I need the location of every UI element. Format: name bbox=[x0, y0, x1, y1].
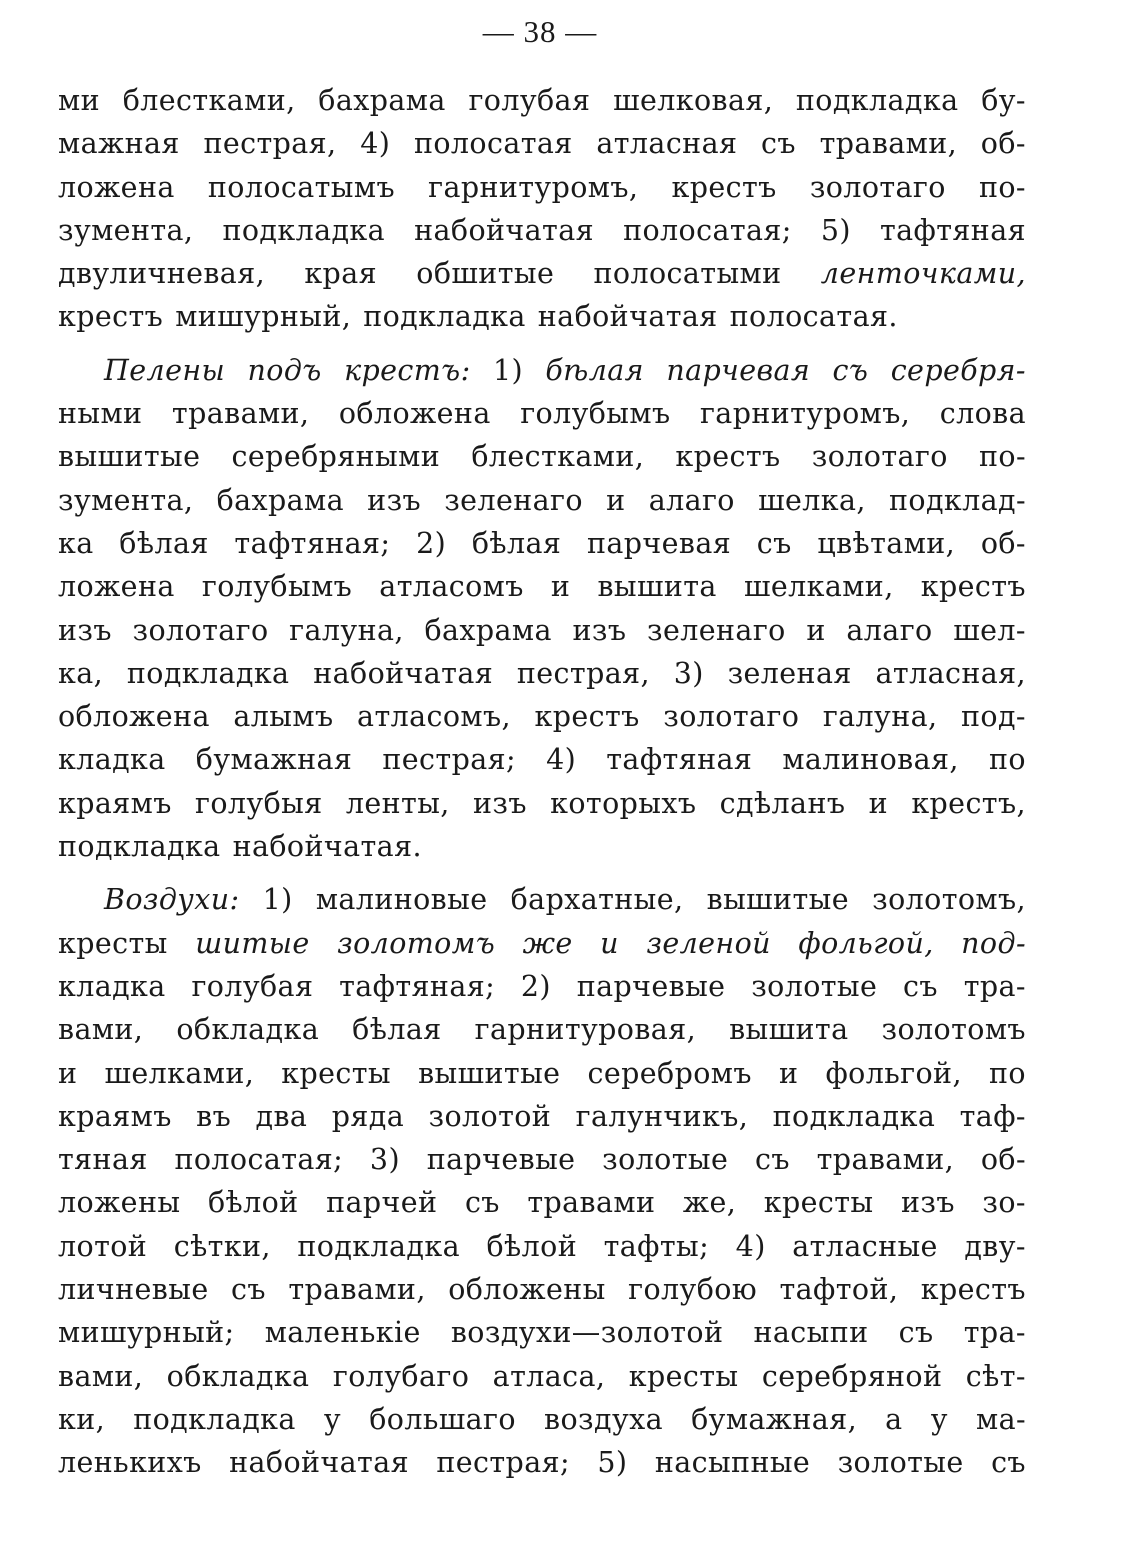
word: изъ bbox=[58, 613, 112, 647]
word: голубымъ bbox=[201, 570, 353, 604]
word: бѣлой bbox=[207, 1186, 299, 1220]
word: мишурный, bbox=[175, 300, 352, 334]
text-line bbox=[58, 1398, 1026, 1441]
word: галуна, bbox=[289, 613, 404, 647]
word: 1) bbox=[262, 883, 293, 917]
text-line bbox=[58, 565, 1026, 608]
word: маленькіе bbox=[264, 1316, 421, 1350]
word: пестрая, bbox=[516, 656, 650, 690]
word: золотой bbox=[428, 1099, 552, 1133]
word: набойчатая bbox=[229, 1446, 409, 1480]
word: 4) bbox=[546, 743, 577, 777]
word: зеленаго bbox=[647, 613, 786, 647]
word: два bbox=[255, 1099, 308, 1133]
paragraph-gap bbox=[58, 339, 1026, 349]
word: золотаго bbox=[663, 700, 800, 734]
word: вышитые bbox=[58, 440, 201, 474]
word: крестъ bbox=[58, 300, 164, 334]
word: голубымъ bbox=[520, 397, 671, 431]
word: набойчатая. bbox=[232, 830, 422, 864]
word: крестъ, bbox=[911, 786, 1026, 820]
word: золотаго bbox=[132, 613, 269, 647]
word: шелками, bbox=[104, 1056, 255, 1090]
word: въ bbox=[196, 1099, 232, 1133]
word: фольгой, bbox=[825, 1056, 962, 1090]
word: же bbox=[522, 926, 573, 960]
word: 4) bbox=[360, 127, 391, 161]
word: тафтяная; bbox=[234, 526, 391, 560]
word: подклад- bbox=[888, 483, 1026, 517]
word: подкладка bbox=[297, 1229, 460, 1263]
word: обложены bbox=[448, 1273, 606, 1307]
word: атласная, bbox=[875, 656, 1026, 690]
word: цвѣтами, bbox=[817, 526, 956, 560]
word: золотые bbox=[837, 1446, 964, 1480]
word: съ bbox=[756, 526, 792, 560]
word: Воздухи: bbox=[104, 883, 240, 917]
word: фольгой, bbox=[798, 926, 934, 960]
word: 5) bbox=[597, 1446, 628, 1480]
paragraph bbox=[58, 878, 1026, 1484]
word: блестками, bbox=[122, 84, 296, 117]
word: атласомъ bbox=[379, 570, 524, 604]
word: голубая bbox=[468, 84, 591, 117]
word: пестрая; bbox=[382, 743, 516, 777]
word: крестъ bbox=[671, 170, 777, 204]
text-line bbox=[58, 295, 1026, 338]
word: набойчатая bbox=[537, 300, 718, 334]
word: изъ bbox=[367, 483, 422, 517]
word: алаго bbox=[846, 613, 933, 647]
word: гарнитуромъ, bbox=[699, 397, 911, 431]
text-line bbox=[58, 695, 1026, 738]
word: зеленой bbox=[646, 926, 771, 960]
word: кладка bbox=[58, 969, 166, 1003]
word: обложена bbox=[338, 397, 491, 431]
word: 2) bbox=[416, 526, 447, 560]
word: бумажная bbox=[195, 743, 353, 777]
word: ложена bbox=[58, 170, 175, 204]
word: травами, bbox=[816, 1143, 955, 1177]
word: личневые bbox=[58, 1273, 209, 1307]
word: тафты; bbox=[603, 1229, 710, 1263]
word: пестрая, bbox=[203, 127, 337, 161]
word: золотомъ, bbox=[872, 883, 1026, 917]
text-line bbox=[58, 1052, 1026, 1095]
text-line bbox=[58, 209, 1026, 252]
word: пестрая; bbox=[436, 1446, 570, 1480]
word: изъ bbox=[901, 1186, 955, 1220]
word: голубыя bbox=[195, 786, 323, 820]
word: двуличневая, bbox=[58, 257, 266, 291]
word: бахрама bbox=[216, 483, 344, 517]
word: золотые bbox=[751, 969, 878, 1003]
word: голубая bbox=[191, 969, 314, 1003]
word: шелками, bbox=[743, 570, 894, 604]
word: зеленая bbox=[727, 656, 852, 690]
word: тафтой, bbox=[779, 1273, 899, 1307]
word: голубаго bbox=[332, 1359, 470, 1393]
word: крестъ bbox=[675, 440, 781, 474]
word: парчей bbox=[326, 1186, 438, 1220]
word: бархатные, bbox=[510, 883, 684, 917]
word: набойчатая bbox=[414, 213, 594, 247]
word: подкладка bbox=[133, 1402, 296, 1436]
word: насыпные bbox=[654, 1446, 811, 1480]
word: крестъ: bbox=[344, 353, 471, 387]
word: слова bbox=[939, 397, 1026, 431]
word: большаго bbox=[369, 1402, 516, 1436]
word: золотомъ bbox=[881, 1013, 1026, 1047]
word: и bbox=[550, 570, 571, 604]
word: ка, bbox=[58, 656, 104, 690]
word: бѣлой bbox=[486, 1229, 578, 1263]
word: и bbox=[606, 483, 626, 517]
word: ными bbox=[58, 397, 143, 431]
text-line bbox=[58, 252, 1026, 295]
word: 4) bbox=[735, 1229, 766, 1263]
word: сдѣланъ bbox=[719, 786, 846, 820]
word: шел- bbox=[953, 613, 1026, 647]
word: кресты bbox=[281, 1056, 391, 1090]
word: дву- bbox=[964, 1229, 1026, 1263]
paragraph bbox=[58, 349, 1026, 869]
word: атласные bbox=[792, 1229, 938, 1263]
text-line bbox=[58, 122, 1026, 165]
word: тафтяная bbox=[606, 743, 753, 777]
word: парчевая bbox=[586, 526, 732, 560]
word: обшитые bbox=[416, 257, 555, 291]
word: крестъ bbox=[920, 570, 1026, 604]
word: съ bbox=[991, 1446, 1026, 1480]
word: гарнитуромъ, bbox=[428, 170, 639, 204]
text-line bbox=[58, 1268, 1026, 1311]
word: которыхъ bbox=[550, 786, 697, 820]
text-line bbox=[58, 1355, 1026, 1398]
word: тафтяная; bbox=[339, 969, 496, 1003]
word: бумажная, bbox=[691, 1402, 858, 1436]
word: золотаго bbox=[809, 170, 946, 204]
word: атласомъ, bbox=[357, 700, 511, 734]
word: полосатая bbox=[413, 127, 573, 161]
word: зумента, bbox=[58, 483, 194, 517]
word: кресты bbox=[628, 1359, 739, 1393]
word: ки, bbox=[58, 1402, 106, 1436]
word: ленты, bbox=[345, 786, 450, 820]
word: таф- bbox=[959, 1099, 1026, 1133]
word: серебряной bbox=[761, 1359, 943, 1393]
word: гарнитуровая, bbox=[474, 1013, 697, 1047]
word: серебря- bbox=[890, 353, 1026, 387]
word: золотомъ bbox=[337, 926, 496, 960]
word: полосатая; bbox=[623, 213, 792, 247]
word: по bbox=[988, 1056, 1026, 1090]
word: по- bbox=[978, 170, 1026, 204]
word: ми bbox=[58, 84, 100, 117]
word: бахрама bbox=[424, 613, 552, 647]
text-line bbox=[58, 1008, 1026, 1051]
word: съ bbox=[755, 1143, 790, 1177]
word: и bbox=[58, 1056, 78, 1090]
word: вами, bbox=[58, 1359, 144, 1393]
word: кладка bbox=[58, 743, 166, 777]
text-line bbox=[58, 79, 1026, 122]
text-line bbox=[58, 1441, 1026, 1484]
word: ряда bbox=[331, 1099, 405, 1133]
word: вышита bbox=[729, 1013, 849, 1047]
word: подъ bbox=[247, 353, 322, 387]
word: съ bbox=[903, 969, 938, 1003]
word: блестками, bbox=[471, 440, 645, 474]
word: зумента, bbox=[58, 213, 194, 247]
word: съ bbox=[832, 353, 869, 387]
word: полосатая; bbox=[174, 1143, 344, 1177]
word: атласа, bbox=[492, 1359, 606, 1393]
word: тра- bbox=[963, 1316, 1026, 1350]
word: под- bbox=[961, 700, 1026, 734]
word: по- bbox=[979, 440, 1026, 474]
word: ма- bbox=[976, 1402, 1026, 1436]
word: об- bbox=[980, 127, 1026, 161]
text-line bbox=[58, 782, 1026, 825]
word: и bbox=[778, 1056, 799, 1090]
word: насыпи bbox=[753, 1316, 869, 1350]
word: вышита bbox=[597, 570, 717, 604]
word: и bbox=[600, 926, 619, 960]
word: серебромъ bbox=[587, 1056, 752, 1090]
word: золотаго bbox=[811, 440, 948, 474]
text-line bbox=[58, 479, 1026, 522]
text-line bbox=[58, 349, 1026, 392]
word: полосатая. bbox=[729, 300, 898, 334]
word: и bbox=[806, 613, 826, 647]
text-line bbox=[58, 392, 1026, 435]
word: подкладка bbox=[126, 656, 290, 690]
text-line bbox=[58, 609, 1026, 652]
word: же, bbox=[682, 1186, 737, 1220]
word: съ bbox=[761, 127, 796, 161]
word: бѣлая bbox=[352, 1013, 442, 1047]
word: бу- bbox=[981, 84, 1026, 117]
text-line bbox=[58, 166, 1026, 209]
word: вами, bbox=[58, 1013, 144, 1047]
word: малиновые bbox=[315, 883, 488, 917]
word: ленточками, bbox=[820, 257, 1026, 291]
word: съ bbox=[231, 1273, 266, 1307]
word: ка bbox=[58, 526, 94, 560]
word: у bbox=[323, 1402, 342, 1436]
word: набойчатая bbox=[313, 656, 494, 690]
word: 5) bbox=[820, 213, 851, 247]
text-line bbox=[58, 1311, 1026, 1354]
word: кресты bbox=[763, 1186, 874, 1220]
word: обложена bbox=[58, 700, 210, 734]
word: крестъ bbox=[920, 1273, 1026, 1307]
word: краямъ bbox=[58, 1099, 172, 1133]
word: голубою bbox=[628, 1273, 758, 1307]
word: серебряными bbox=[231, 440, 441, 474]
word: края bbox=[304, 257, 377, 291]
word: бѣлая bbox=[119, 526, 209, 560]
text-line bbox=[58, 1225, 1026, 1268]
word: травами, bbox=[288, 1273, 426, 1307]
word: шитые bbox=[195, 926, 310, 960]
word: подкладка bbox=[363, 300, 526, 334]
word: ложена bbox=[58, 570, 175, 604]
word: зеленаго bbox=[444, 483, 583, 517]
text-line bbox=[58, 738, 1026, 781]
word: мишурный; bbox=[58, 1316, 235, 1350]
word: бѣлая bbox=[545, 353, 644, 387]
word: бѣлая bbox=[471, 526, 562, 560]
word: воздухи—золотой bbox=[450, 1316, 724, 1350]
text-line bbox=[58, 825, 1026, 868]
word: шелковая, bbox=[613, 84, 774, 117]
word: лотой bbox=[58, 1229, 148, 1263]
word: парчевые bbox=[576, 969, 726, 1003]
text-line bbox=[58, 1181, 1026, 1224]
word: мажная bbox=[58, 127, 180, 161]
word: золотые bbox=[602, 1143, 729, 1177]
word: под- bbox=[961, 926, 1026, 960]
paragraph-gap bbox=[58, 868, 1026, 878]
page-number: — 38 — bbox=[482, 14, 598, 49]
word: бахрама bbox=[318, 84, 446, 117]
word: парчевая bbox=[666, 353, 811, 387]
word: ложены bbox=[58, 1186, 181, 1220]
word: сѣт- bbox=[965, 1359, 1026, 1393]
word: зо- bbox=[982, 1186, 1026, 1220]
word: вышитые bbox=[706, 883, 849, 917]
word: 2) bbox=[520, 969, 551, 1003]
word: об- bbox=[980, 1143, 1026, 1177]
word: полосатыми bbox=[593, 257, 782, 291]
word: сѣтки, bbox=[173, 1229, 271, 1263]
word: у bbox=[930, 1402, 948, 1436]
paragraph bbox=[58, 79, 1026, 339]
word: шелка, bbox=[758, 483, 866, 517]
word: травами bbox=[527, 1186, 656, 1220]
word: крестъ bbox=[534, 700, 640, 734]
text-line bbox=[58, 435, 1026, 478]
word: алымъ bbox=[233, 700, 334, 734]
word: об- bbox=[980, 526, 1026, 560]
word: тра- bbox=[963, 969, 1026, 1003]
word: съ bbox=[898, 1316, 934, 1350]
word: тафтяная bbox=[880, 213, 1026, 247]
word: 3) bbox=[369, 1143, 400, 1177]
word: по bbox=[988, 743, 1026, 777]
word: травами, bbox=[819, 127, 958, 161]
word: подкладка bbox=[795, 84, 959, 117]
word: и bbox=[868, 786, 889, 820]
word: алаго bbox=[648, 483, 735, 517]
text-line bbox=[58, 522, 1026, 565]
word: обкладка bbox=[176, 1013, 320, 1047]
word: тяная bbox=[58, 1143, 148, 1177]
word: а bbox=[885, 1402, 903, 1436]
word: кресты bbox=[58, 926, 168, 960]
word: полосатымъ bbox=[207, 170, 395, 204]
word: подкладка bbox=[772, 1099, 936, 1133]
word: травами, bbox=[171, 397, 310, 431]
word: 3) bbox=[673, 656, 704, 690]
text-line bbox=[58, 878, 1026, 921]
text-line bbox=[58, 965, 1026, 1008]
word: краямъ bbox=[58, 786, 172, 820]
word: Пелены bbox=[104, 353, 226, 387]
word: галуна, bbox=[822, 700, 938, 734]
word: изъ bbox=[473, 786, 527, 820]
text-line bbox=[58, 652, 1026, 695]
word: изъ bbox=[572, 613, 627, 647]
word: парчевые bbox=[426, 1143, 576, 1177]
word: вышитые bbox=[418, 1056, 561, 1090]
word: подкладка bbox=[58, 830, 221, 864]
word: 1) bbox=[492, 353, 524, 387]
word: малиновая, bbox=[782, 743, 959, 777]
word: атласная bbox=[596, 127, 738, 161]
word: ленькихъ bbox=[58, 1446, 202, 1480]
word: съ bbox=[464, 1186, 500, 1220]
text-line bbox=[58, 1138, 1026, 1181]
text-line bbox=[58, 922, 1026, 965]
word: обкладка bbox=[166, 1359, 310, 1393]
word: галунчикъ, bbox=[575, 1099, 749, 1133]
text-line bbox=[58, 1095, 1026, 1138]
word: подкладка bbox=[222, 213, 386, 247]
word: воздуха bbox=[544, 1402, 663, 1436]
text-body bbox=[58, 79, 1026, 1485]
